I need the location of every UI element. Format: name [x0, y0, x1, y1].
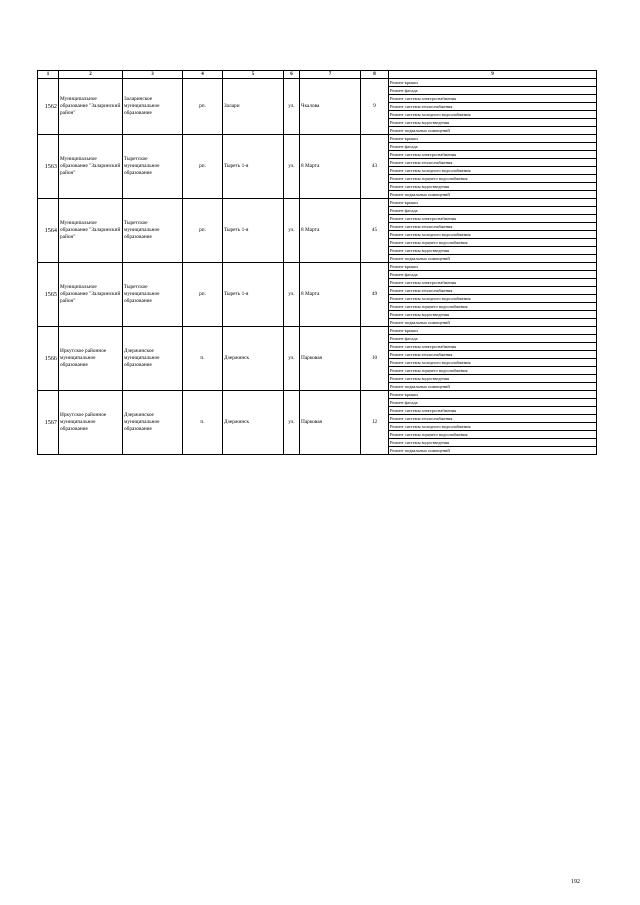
work-item: Ремонт системы теплоснабжения	[389, 159, 597, 167]
row-number: 1565	[38, 263, 59, 327]
locality-type-cell: рп.	[183, 263, 223, 327]
locality-cell: Залари	[223, 79, 284, 135]
street-type-cell: ул.	[284, 391, 300, 455]
work-item: Ремонт системы водоотведения	[389, 247, 597, 255]
work-item: Ремонт системы электроснабжения	[389, 407, 597, 415]
work-item: Ремонт крыши	[389, 327, 597, 335]
column-header: 5	[223, 71, 284, 79]
street-type-cell: ул.	[284, 327, 300, 391]
page-number: 192	[571, 879, 580, 885]
street-type-cell: ул.	[284, 79, 300, 135]
locality-type-cell: рп.	[183, 135, 223, 199]
street-cell: 8 Марта	[300, 199, 361, 263]
house-number-cell: 10	[361, 327, 389, 391]
street-type-cell: ул.	[284, 135, 300, 199]
work-item: Ремонт фасада	[389, 335, 597, 343]
work-item: Ремонт крыши	[389, 263, 597, 271]
work-item: Ремонт системы горячего водоснабжения	[389, 431, 597, 439]
house-number-cell: 45	[361, 199, 389, 263]
column-header: 8	[361, 71, 389, 79]
column-header: 2	[59, 71, 123, 79]
locality-cell: Тыреть 1-я	[223, 263, 284, 327]
work-item: Ремонт системы теплоснабжения	[389, 223, 597, 231]
work-item: Ремонт системы горячего водоснабжения	[389, 239, 597, 247]
locality-cell: Тыреть 1-я	[223, 199, 284, 263]
work-item: Ремонт системы водоотведения	[389, 183, 597, 191]
row-number: 1562	[38, 79, 59, 135]
row-number: 1563	[38, 135, 59, 199]
table-row	[38, 391, 597, 399]
locality-cell: Дзержинск	[223, 327, 284, 391]
work-item: Ремонт подвальных помещений	[389, 319, 597, 327]
work-item: Ремонт системы холодного водоснабжения	[389, 111, 597, 119]
house-number-cell: 43	[361, 135, 389, 199]
work-item: Ремонт системы электроснабжения	[389, 279, 597, 287]
table-row	[38, 327, 597, 335]
locality-type-cell: п.	[183, 391, 223, 455]
municipality-cell: Муниципальное образование "Заларинский район"	[59, 199, 123, 263]
street-cell: Парковая	[300, 327, 361, 391]
street-type-cell: ул.	[284, 263, 300, 327]
work-item: Ремонт крыши	[389, 391, 597, 399]
work-item: Ремонт системы теплоснабжения	[389, 351, 597, 359]
work-item: Ремонт системы горячего водоснабжения	[389, 175, 597, 183]
work-item: Ремонт системы электроснабжения	[389, 215, 597, 223]
work-item: Ремонт крыши	[389, 79, 597, 87]
column-header: 4	[183, 71, 223, 79]
table-row	[38, 263, 597, 271]
work-item: Ремонт системы холодного водоснабжения	[389, 295, 597, 303]
work-item: Ремонт фасада	[389, 271, 597, 279]
settlement-cell: Дзержинское муниципальное образование	[123, 391, 183, 455]
settlement-cell: Тыретское муниципальное образование	[123, 263, 183, 327]
work-item: Ремонт крыши	[389, 199, 597, 207]
work-item: Ремонт системы холодного водоснабжения	[389, 423, 597, 431]
municipality-cell: Муниципальное образование "Заларинский район"	[59, 263, 123, 327]
row-number: 1566	[38, 327, 59, 391]
settlement-cell: Тыретское муниципальное образование	[123, 199, 183, 263]
work-item: Ремонт системы водоотведения	[389, 119, 597, 127]
locality-cell: Дзержинск	[223, 391, 284, 455]
house-number-cell: 12	[361, 391, 389, 455]
row-number: 1564	[38, 199, 59, 263]
header-row	[38, 71, 597, 79]
work-item: Ремонт системы теплоснабжения	[389, 103, 597, 111]
work-item: Ремонт фасада	[389, 399, 597, 407]
work-item: Ремонт системы холодного водоснабжения	[389, 167, 597, 175]
street-cell: 8 Марта	[300, 135, 361, 199]
settlement-cell: Заларинское муниципальное образование	[123, 79, 183, 135]
settlement-cell: Тыретское муниципальное образование	[123, 135, 183, 199]
street-cell: Чкалова	[300, 79, 361, 135]
work-item: Ремонт системы горячего водоснабжения	[389, 303, 597, 311]
column-header: 7	[300, 71, 361, 79]
locality-type-cell: рп.	[183, 199, 223, 263]
street-cell: 8 Марта	[300, 263, 361, 327]
municipality-cell: Иркутское районное муниципальное образование	[59, 391, 123, 455]
row-number: 1567	[38, 391, 59, 455]
column-header: 3	[123, 71, 183, 79]
work-item: Ремонт системы холодного водоснабжения	[389, 359, 597, 367]
locality-type-cell: п.	[183, 327, 223, 391]
work-item: Ремонт системы водоотведения	[389, 439, 597, 447]
table-row	[38, 79, 597, 87]
work-item: Ремонт фасада	[389, 87, 597, 95]
municipality-cell: Муниципальное образование "Заларинский район"	[59, 79, 123, 135]
work-item: Ремонт подвальных помещений	[389, 255, 597, 263]
column-header: 9	[389, 71, 597, 79]
work-item: Ремонт системы водоотведения	[389, 311, 597, 319]
work-item: Ремонт системы холодного водоснабжения	[389, 231, 597, 239]
table-row	[38, 199, 597, 207]
municipality-cell: Иркутское районное муниципальное образование	[59, 327, 123, 391]
work-item: Ремонт крыши	[389, 135, 597, 143]
work-item: Ремонт системы электроснабжения	[389, 151, 597, 159]
work-item: Ремонт подвальных помещений	[389, 127, 597, 135]
settlement-cell: Дзержинское муниципальное образование	[123, 327, 183, 391]
work-item: Ремонт системы теплоснабжения	[389, 287, 597, 295]
work-item: Ремонт подвальных помещений	[389, 383, 597, 391]
work-item: Ремонт системы теплоснабжения	[389, 415, 597, 423]
work-item: Ремонт системы электроснабжения	[389, 95, 597, 103]
street-type-cell: ул.	[284, 199, 300, 263]
column-header: 6	[284, 71, 300, 79]
municipality-cell: Муниципальное образование "Заларинский район"	[59, 135, 123, 199]
work-item: Ремонт подвальных помещений	[389, 447, 597, 455]
work-item: Ремонт подвальных помещений	[389, 191, 597, 199]
locality-cell: Тыреть 1-я	[223, 135, 284, 199]
locality-type-cell: рп.	[183, 79, 223, 135]
work-item: Ремонт системы водоотведения	[389, 375, 597, 383]
column-header: 1	[38, 71, 59, 79]
work-item: Ремонт системы электроснабжения	[389, 343, 597, 351]
house-number-cell: 49	[361, 263, 389, 327]
work-item: Ремонт системы горячего водоснабжения	[389, 367, 597, 375]
work-item: Ремонт фасада	[389, 207, 597, 215]
house-number-cell: 9	[361, 79, 389, 135]
work-item: Ремонт фасада	[389, 143, 597, 151]
register-table	[37, 70, 597, 455]
street-cell: Парковая	[300, 391, 361, 455]
register-body	[38, 79, 597, 455]
table-row	[38, 135, 597, 143]
